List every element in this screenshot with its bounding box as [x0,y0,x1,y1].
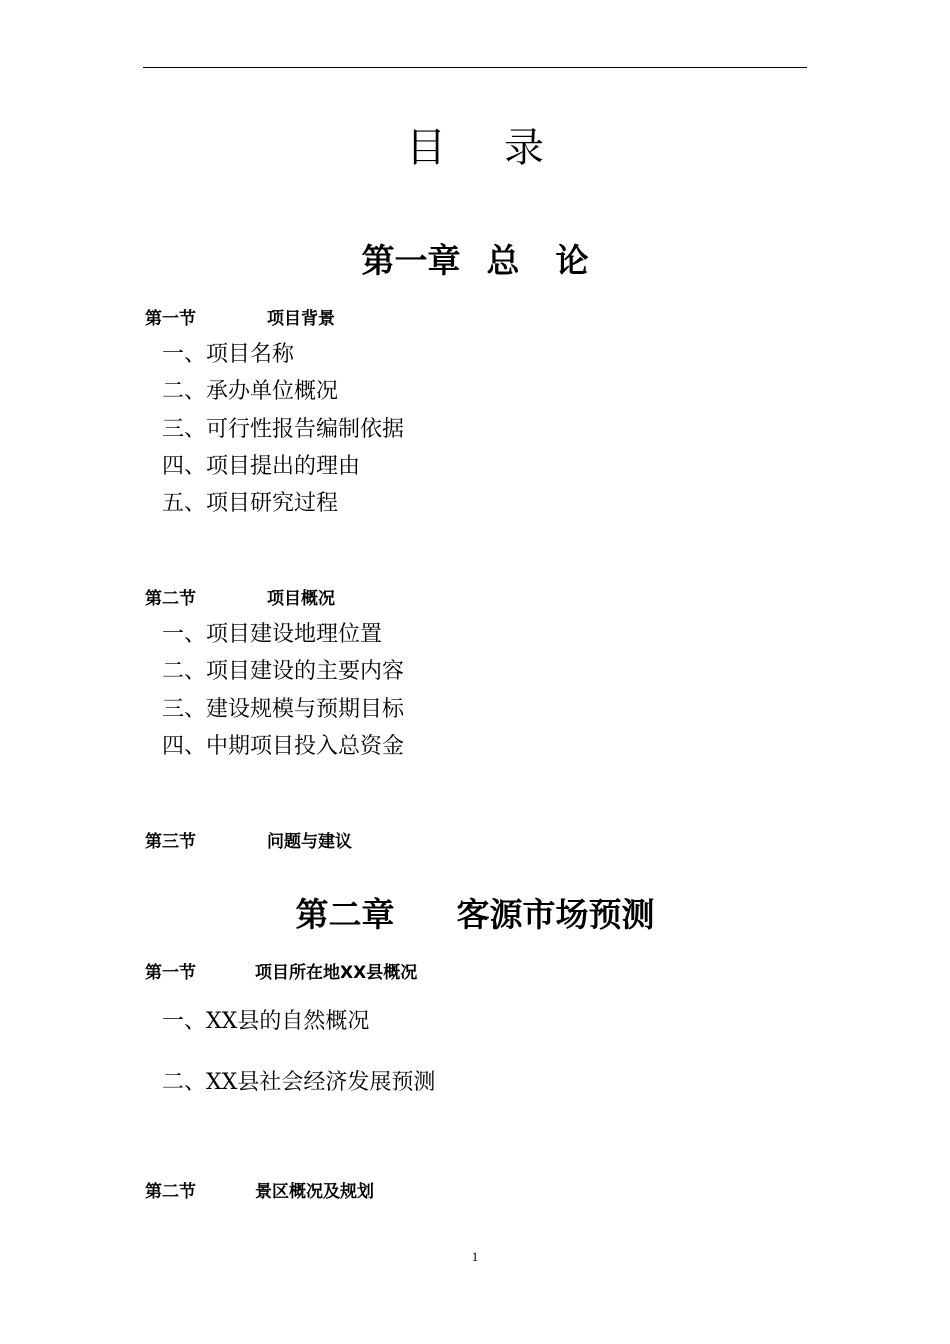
section-title: 项目背景 [267,309,335,329]
toc-item: 一、项目建设地理位置 [162,622,383,647]
section-title: 问题与建议 [267,832,352,852]
section-number: 第一节 [145,309,196,329]
section-heading [145,591,335,608]
toc-item: 三、可行性报告编制依据 [162,417,405,442]
section-heading [145,1184,374,1201]
section-heading [145,311,335,328]
toc-item: 四、中期项目投入总资金 [162,734,405,759]
toc-item: 五、项目研究过程 [162,491,339,516]
toc-title-right: 录 [504,125,544,171]
section-title: 项目概况 [267,589,335,609]
header-rule [143,67,807,68]
section-heading [145,834,352,851]
chapter-2-number: 第二章 [295,895,395,934]
section-number: 第一节 [145,963,196,983]
chapter-1-title-part-1: 总 [486,241,520,280]
chapter-1-title-part-2: 论 [555,241,589,280]
toc-item: 三、建设规模与预期目标 [162,697,405,722]
section-number: 第二节 [145,589,196,609]
toc-item: 二、承办单位概况 [162,379,339,404]
toc-item: 一、XX县的自然概况 [162,1009,370,1034]
page-number: 1 [471,1249,479,1264]
toc-item: 一、项目名称 [162,342,295,367]
toc-item: 四、项目提出的理由 [162,454,361,479]
section-heading [145,965,417,982]
section-title: 项目所在地XX县概况 [255,963,418,983]
toc-title [0,125,950,171]
chapter-1-heading [0,241,950,280]
section-title: 景区概况及规划 [255,1182,374,1202]
chapter-2-title: 客源市场预测 [456,895,655,934]
section-number: 第二节 [145,1182,196,1202]
chapter-2-heading [0,895,950,934]
section-number: 第三节 [145,832,196,852]
toc-title-left: 目 [406,125,446,171]
toc-item: 二、项目建设的主要内容 [162,659,405,684]
chapter-1-number: 第一章 [361,241,461,280]
toc-item: 二、XX县社会经济发展预测 [162,1070,436,1095]
